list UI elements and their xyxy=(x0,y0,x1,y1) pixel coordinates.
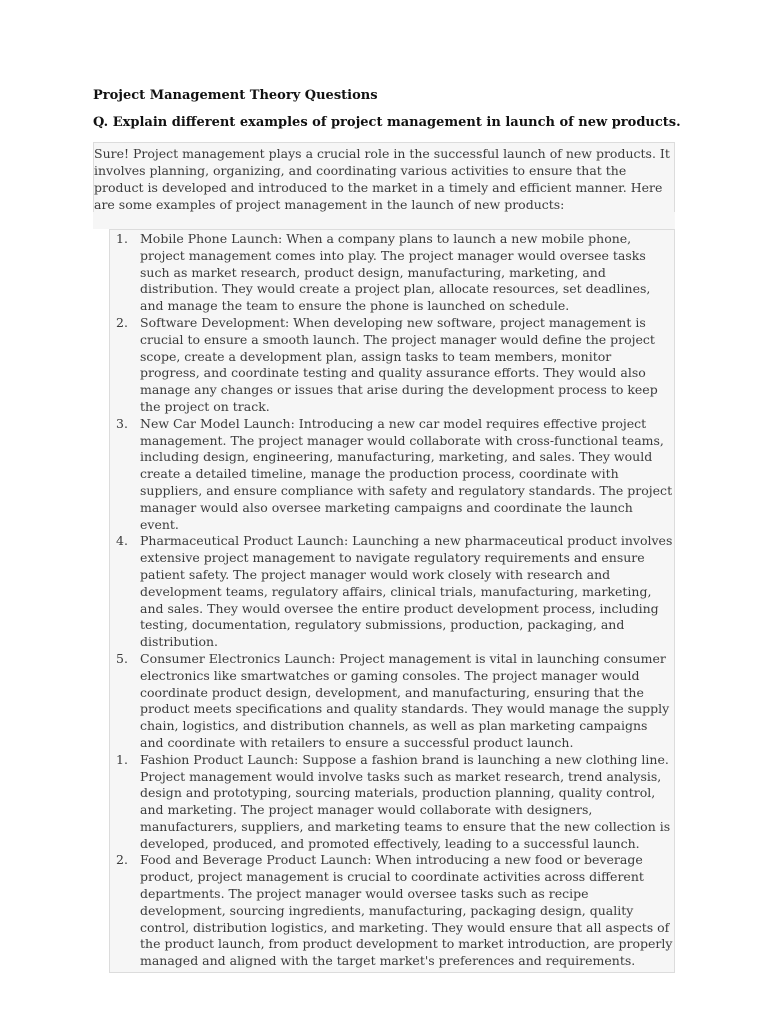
list-item-number: 1. xyxy=(116,231,128,246)
list-item-text: Consumer Electronics Launch: Project management is vital in launching consumer electronics like smartwatches or gaming consoles. The project manager would coordinate product design, development, and manufacturing, ensuring that the product meets specifications and quality standards. They would manage the supply chain, logistics, and distribution channels, as well as plan marketing campaigns and coordinate with retailers to ensure a successful product launch. xyxy=(140,650,670,750)
list-item xyxy=(110,651,674,752)
list-item-text: Mobile Phone Launch: When a company plans to launch a new mobile phone, project management comes into play. The project manager would oversee tasks such as market research, product design, manufacturing, marketing, and distribution. They would create a project plan, allocate resources, set deadlines, and manage the team to ensure the phone is launched on schedule. xyxy=(140,231,651,314)
intro-text: Sure! Project management plays a crucial role in the successful launch of new products. It involves planning, organizing, and coordinating various activities to ensure that the product is developed and introduced to the market in a timely and efficient manner. Here are some examples of project management in the launch of new products: xyxy=(94,146,670,212)
examples-list xyxy=(109,229,675,973)
list-item xyxy=(110,231,674,315)
list-item-text: Pharmaceutical Product Launch: Launching a new pharmaceutical product involves extensive project management to navigate regulatory requirements and ensure patient safety. The project manager would work closely with research and development teams, regulatory affairs, clinical trials, manufacturing, marketing, and sales. They would oversee the entire product development process, including testing, documentation, regulatory submissions, production, packaging, and distribution. xyxy=(140,533,673,650)
document-title: Project Management Theory Questions xyxy=(93,88,378,103)
list-item-number: 1. xyxy=(116,751,128,767)
question-heading: Q. Explain different examples of project management in launch of new products. xyxy=(93,115,681,130)
list-item-text: Food and Beverage Product Launch: When introducing a new food or beverage product, project management is crucial to coordinate activities across different departments. The project manager would oversee tasks such as recipe development, sourcing ingredients, manufacturing, packaging design, quality control, distribution logistics, and marketing. They would ensure that all aspects of the product launch, from product development to market introduction, are properly managed and aligned with the target market's preferences and requirements. xyxy=(140,852,673,969)
list-item-number: 2. xyxy=(116,314,128,330)
list-item xyxy=(110,533,674,651)
list-item xyxy=(110,416,674,534)
intro-block xyxy=(93,142,675,215)
list-item-number: 4. xyxy=(116,533,128,549)
list-item-text: Software Development: When developing new software, project management is crucial to ensure a smooth launch. The project manager would define the project scope, create a development plan, assign tasks to team members, monitor progress, and coordinate testing and quality assurance efforts. They would also manage any changes or issues that arise during the development process to keep the project on track. xyxy=(140,314,658,414)
list-item-text: New Car Model Launch: Introducing a new car model requires effective project management. The project manager would collaborate with cross-functional teams, including design, engineering, manufacturing, marketing, and sales. They would create a detailed timeline, manage the production process, coordinate with suppliers, and ensure compliance with safety and regulatory standards. The project manager would also oversee marketing campaigns and coordinate the launch event. xyxy=(140,415,673,532)
list-item-number: 2. xyxy=(116,852,128,868)
list-item xyxy=(110,315,674,416)
list-item-text: Fashion Product Launch: Suppose a fashion brand is launching a new clothing line. Project management would involve tasks such as market research, trend analysis, design and prototyping, sourcing materials, production planning, quality control, and marketing. The project manager would collaborate with designers, manufacturers, suppliers, and marketing teams to ensure that the new collection is developed, produced, and promoted effectively, leading to a successful launch. xyxy=(140,751,671,851)
list-item-number: 3. xyxy=(116,415,128,431)
list-item-number: 5. xyxy=(116,650,128,666)
list-item xyxy=(110,752,674,853)
list-item xyxy=(110,852,674,970)
block-spacer xyxy=(93,212,675,229)
